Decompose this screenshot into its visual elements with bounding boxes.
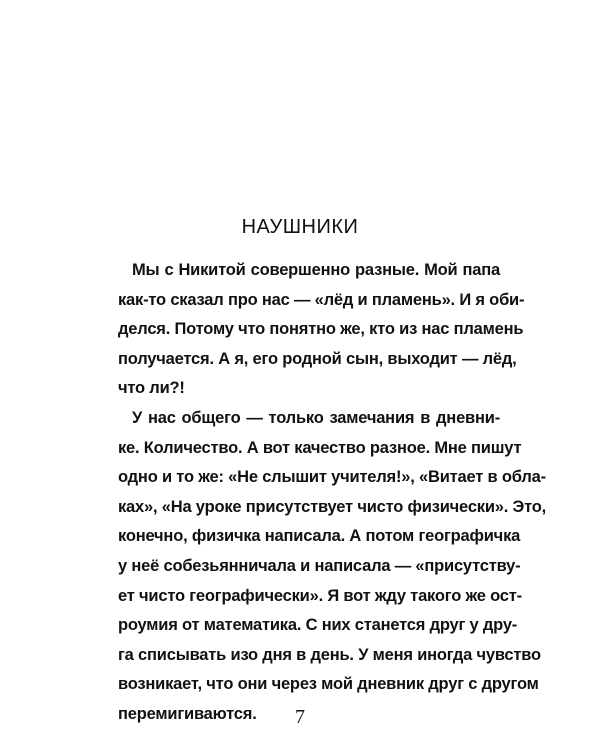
text-line: ке. Количество. А вот качество разное. Мне пишут xyxy=(118,438,522,457)
text-line: возникает, что они через мой дневник друг с другом xyxy=(118,675,539,694)
text-line: ет чисто географически». Я вот жду такого же ост- xyxy=(118,586,522,605)
text-line: получается. А я, его родной сын, выходит — лёд, xyxy=(118,349,517,368)
text-line: делся. Потому что понятно же, кто из нас пламень xyxy=(118,320,524,339)
text-line: га списывать изо дня в день. У меня иногда чувство xyxy=(118,645,541,664)
text-line: что ли?! xyxy=(118,379,185,398)
text-line: одно и то же: «Не слышит учителя!», «Витает в обла- xyxy=(118,468,546,487)
text-line: у неё собезьянничала и написала — «присутству- xyxy=(118,556,521,575)
body-text xyxy=(118,256,547,730)
text-line: ках», «На уроке присутствует чисто физически». Это, xyxy=(118,497,547,516)
text-line: как-то сказал про нас — «лёд и пламень». И я оби- xyxy=(118,290,525,309)
text-line: конечно, физичка написала. А потом географичка xyxy=(118,527,521,546)
chapter-title: НАУШНИКИ xyxy=(241,216,359,238)
page-number: 7 xyxy=(295,706,305,728)
text-line: роумия от математика. С них станется друг у дру- xyxy=(118,616,518,635)
text-line: Мы с Никитой совершенно разные. Мой папа xyxy=(132,261,500,279)
text-line: У нас общего — только замечания в дневни- xyxy=(132,408,500,427)
text-line: перемигиваются. xyxy=(118,704,257,723)
